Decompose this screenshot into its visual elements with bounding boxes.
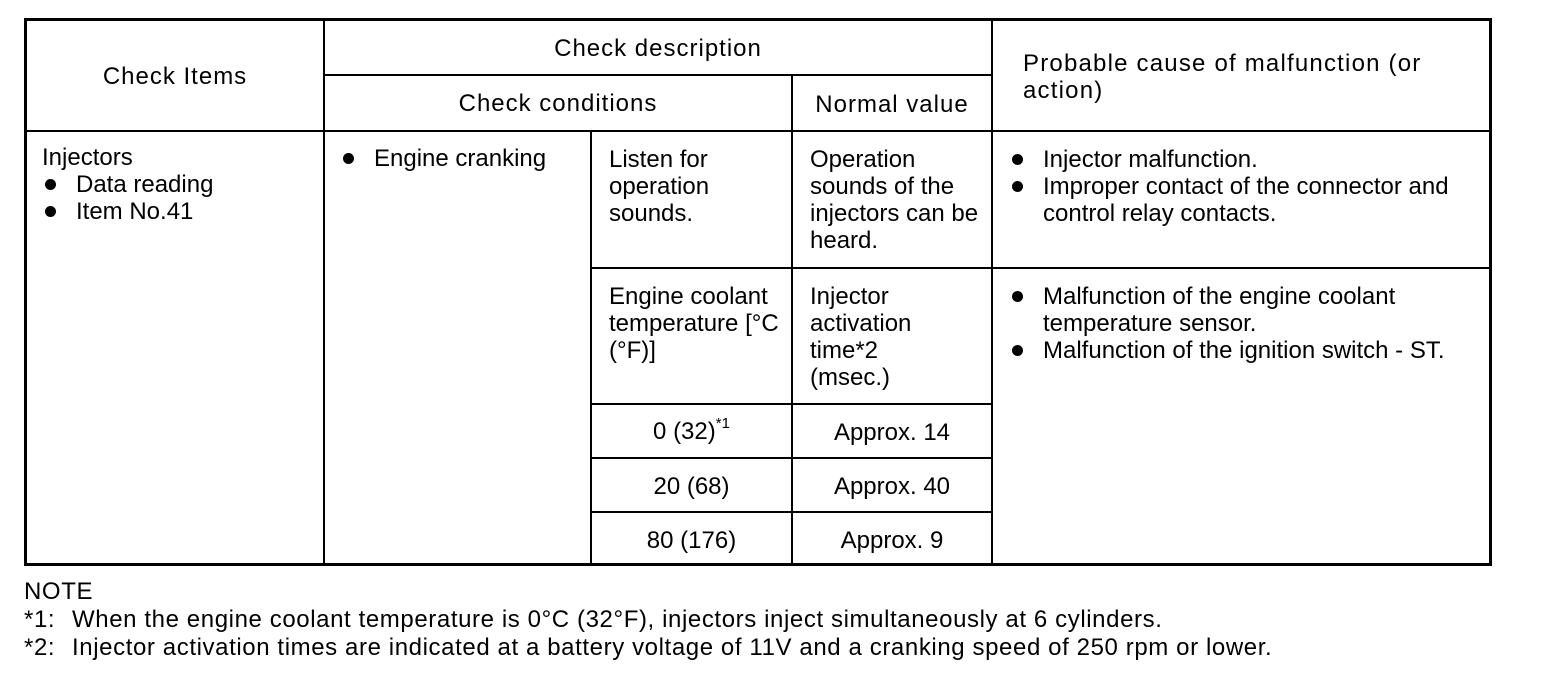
table-row-activation-time: Approx. 14 (833, 419, 951, 446)
divider (27, 130, 1489, 132)
cause-list-1 (1009, 146, 1485, 227)
note-title: NOTE (24, 578, 94, 605)
footnote-mark: *2: (24, 634, 56, 661)
activation-time-unit: (msec.) (810, 364, 890, 391)
list-item: Item No.41 (42, 198, 312, 225)
list-item: Injector malfunction. (1009, 146, 1485, 173)
footnote-text: When the engine coolant temperature is 0°C (32°F), injectors inject simultaneously at 6 cylinders. (72, 606, 1163, 633)
footnote-mark: *2 (855, 337, 879, 364)
check-item-cell (42, 144, 312, 225)
activation-time-label: Injector activation time (810, 283, 912, 364)
table-row-temperature (592, 415, 791, 445)
table-row-temperature: 80 (176) (646, 527, 737, 554)
footnote-text: Injector activation times are indicated at a battery voltage of 11V and a cranking speed of 250 rpm or lower. (72, 634, 1273, 661)
divider (590, 403, 991, 405)
cause-list-2 (1009, 283, 1485, 364)
normal-value-activation-header (810, 283, 980, 391)
divider (590, 267, 1489, 269)
divider (325, 74, 991, 76)
table-row-activation-time: Approx. 40 (833, 473, 951, 500)
list-item: Malfunction of the engine coolant temperature sensor. (1009, 283, 1485, 337)
divider (991, 21, 993, 563)
footnote-mark: *1: (24, 606, 56, 633)
header-probable-cause: Probable cause of malfunction (or action) (1023, 50, 1422, 104)
sub-condition-temperature-header: Engine coolant temperature [°C (°F)] (609, 283, 779, 364)
normal-value-sounds: Operation sounds of the injectors can be heard. (810, 146, 979, 254)
check-condition-cell (340, 145, 585, 172)
header-check-items: Check Items (102, 63, 248, 90)
table-row-activation-time: Approx. 9 (840, 527, 944, 554)
divider (590, 511, 991, 513)
temperature-value: 0 (32) (653, 418, 716, 445)
footnote-2 (24, 634, 1272, 661)
list-item: Malfunction of the ignition switch - ST. (1009, 337, 1485, 364)
header-normal-value: Normal value (815, 91, 969, 118)
inspection-table (24, 18, 1492, 566)
divider (590, 457, 991, 459)
check-condition: Engine cranking (340, 145, 585, 172)
check-item-name: Injectors (42, 144, 133, 171)
list-item: Data reading (42, 171, 312, 198)
header-check-conditions: Check conditions (458, 90, 658, 117)
list-item: Improper contact of the connector and control relay contacts. (1009, 173, 1485, 227)
footnote-mark: *1 (715, 415, 730, 432)
footnote-1 (24, 606, 1162, 633)
header-check-description: Check description (554, 35, 762, 62)
sub-condition-listen: Listen for operation sounds. (609, 146, 710, 227)
table-row-temperature: 20 (68) (653, 473, 730, 500)
